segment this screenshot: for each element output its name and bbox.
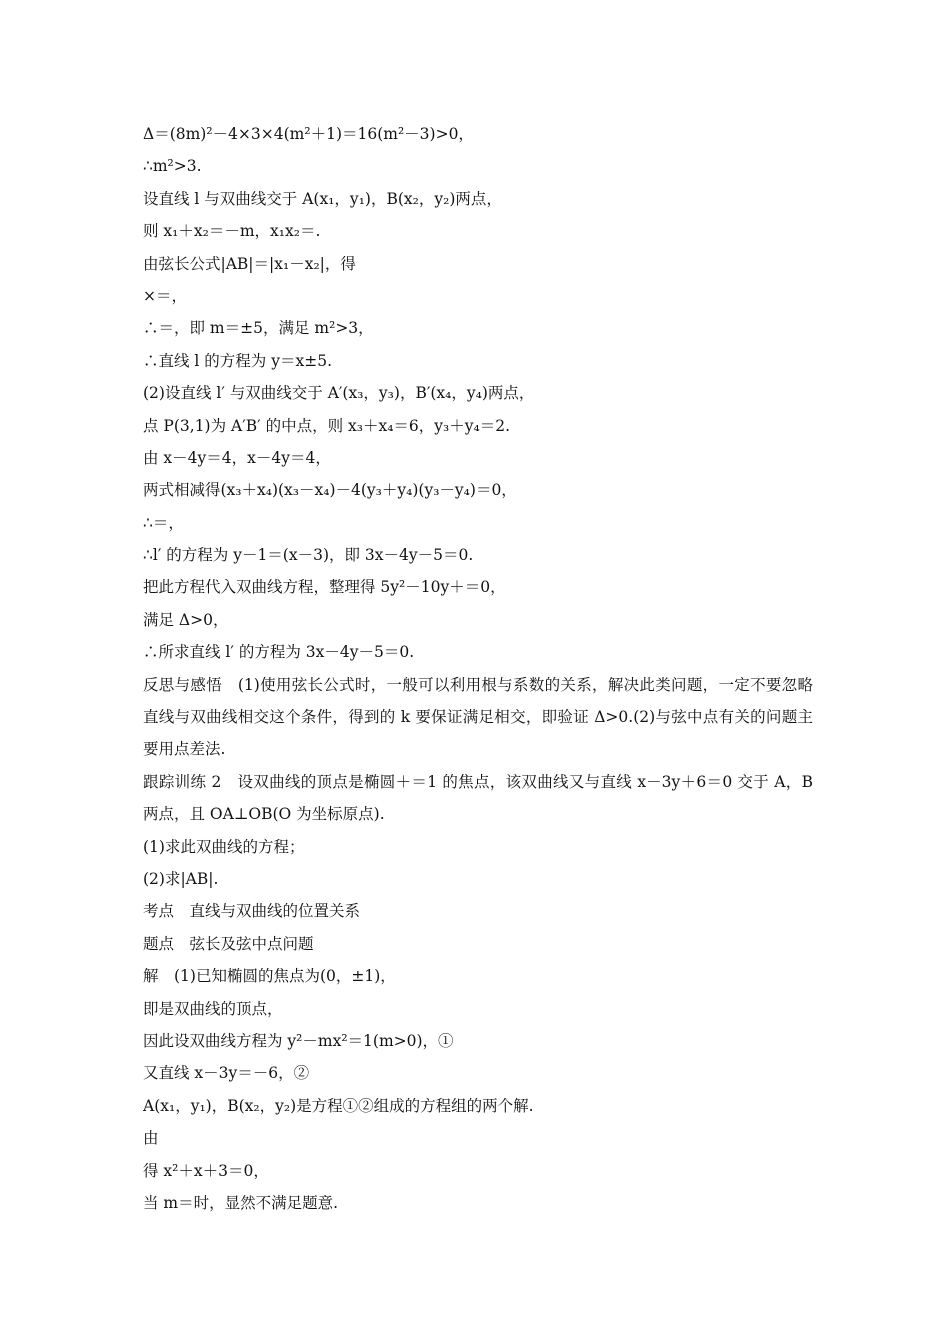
text-line: 考点 直线与双曲线的位置关系 xyxy=(143,902,361,921)
text-line: A(x₁，y₁)，B(x₂，y₂)是方程①②组成的方程组的两个解. xyxy=(143,1096,534,1115)
text-line: 题点 弦长及弦中点问题 xyxy=(143,934,314,953)
text-line: ∴＝， xyxy=(143,513,184,532)
reflection-paragraph: 反思与感悟 (1)使用弦长公式时，一般可以利用根与系数的关系，解决此类问题，一定不要忽略直线与双曲线相交这个条件，得到的 k 要保证满足相交，即验证 Δ>0.(2)与弦中点有关的问题主要用点差法. xyxy=(143,675,813,759)
text-line: 把此方程代入双曲线方程，整理得 5y²－10y＋＝0， xyxy=(143,578,506,597)
text-line: ∴m²>3. xyxy=(143,157,202,176)
text-line: ∴直线 l 的方程为 y＝x±5. xyxy=(143,351,333,370)
text-line: 由 xyxy=(143,1129,159,1148)
text-line: ×＝， xyxy=(143,286,187,305)
text-line: Δ＝(8m)²－4×3×4(m²＋1)＝16(m²－3)>0， xyxy=(143,125,474,143)
text-line: 则 x₁＋x₂＝－m，x₁x₂＝. xyxy=(143,222,321,241)
text-line: ∴l′ 的方程为 y－1＝(x－3)，即 3x－4y－5＝0. xyxy=(143,546,474,565)
text-line: (1)求此双曲线的方程； xyxy=(143,837,305,856)
text-line: 设直线 l 与双曲线交于 A(x₁，y₁)，B(x₂，y₂)两点， xyxy=(143,189,502,208)
document-page xyxy=(143,118,813,1219)
text-line: 因此设双曲线方程为 y²－mx²＝1(m>0)，① xyxy=(143,1032,454,1051)
text-line: 解 (1)已知椭圆的焦点为(0，±1)， xyxy=(143,967,396,986)
text-line: ∴＝，即 m＝±5，满足 m²>3， xyxy=(143,319,374,338)
text-line: 即是双曲线的顶点， xyxy=(143,999,283,1018)
text-line: 当 m＝时，显然不满足题意. xyxy=(143,1193,339,1212)
text-line: 由弦长公式|AB|＝|x₁－x₂|，得 xyxy=(143,254,356,273)
text-line: 点 P(3,1)为 A′B′ 的中点，则 x₃＋x₄＝6，y₃＋y₄＝2. xyxy=(143,416,511,435)
text-line: 又直线 x－3y＝－6，② xyxy=(143,1064,310,1083)
text-line: (2)设直线 l′ 与双曲线交于 A′(x₃，y₃)，B′(x₄，y₄)两点， xyxy=(143,384,535,403)
text-line: 满足 Δ>0， xyxy=(143,610,229,629)
text-line: 由 x－4y＝4，x－4y＝4， xyxy=(143,448,331,467)
text-line: (2)求|AB|. xyxy=(143,870,219,889)
text-line: 两式相减得(x₃＋x₄)(x₃－x₄)－4(y₃＋y₄)(y₃－y₄)＝0， xyxy=(143,481,517,500)
text-line: 得 x²＋x＋3＝0， xyxy=(143,1161,269,1180)
training-problem-paragraph: 跟踪训练 2 设双曲线的顶点是椭圆＋＝1 的焦点，该双曲线又与直线 x－3y＋6＝0 交于 A，B 两点，且 OA⊥OB(O 为坐标原点). xyxy=(143,772,813,824)
text-line: ∴所求直线 l′ 的方程为 3x－4y－5＝0. xyxy=(143,643,415,662)
